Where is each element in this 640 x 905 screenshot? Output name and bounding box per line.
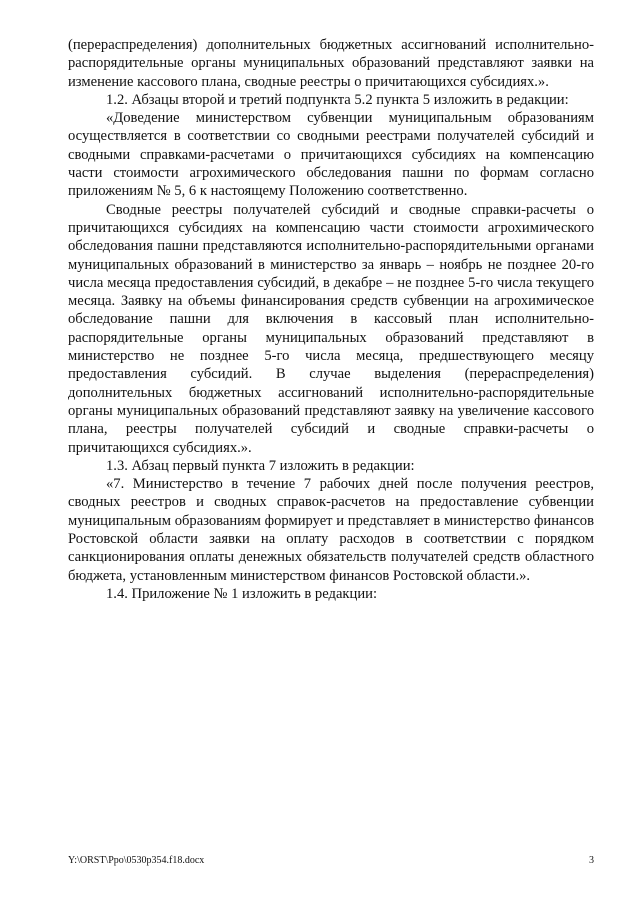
page-number: 3 [589,855,594,866]
paragraph-item-1-4: 1.4. Приложение № 1 изложить в редакции: [106,585,377,602]
paragraph-item-1-2: 1.2. Абзацы второй и третий подпункта 5.2 пункта 5 изложить в редакции: [106,91,569,108]
paragraph-item-1-3: 1.3. Абзац первый пункта 7 изложить в редакции: [106,457,415,474]
footer-file-path: Y:\ORST\Ppo\0530p354.f18.docx [68,855,205,866]
page-footer [68,854,594,868]
paragraph-summary-registers: Сводные реестры получателей субсидий и сводные справки-расчеты о причитающихся субсидиях на компенсацию части стоимости агрохимического обследования пашни представляются исполнительно-распорядительными органами муниципальных образований в министерство за январь – ноябрь не позднее 20-го числа месяца предоставления субсидий, в декабре – не позднее 5-го числа текущего месяца. Заявку на объемы финансирования средств субвенции на агрохимическое обследование пашни для включения в кассовый план исполнительно-распорядительные органы муниципальных образований представляют в министерство не позднее 5-го числа месяца, предшествующего месяцу предоставления субсидий. В случае выделения (перераспределения) дополнительных бюджетных ассигнований исполнительно-распорядительные органы муниципальных образований представляют заявку на увеличение кассового плана, реестры получателей субсидий и сводные справки-расчеты о причитающихся субсидиях.». [68,201,594,456]
paragraph-quote-ministry: «7. Министерство в течение 7 рабочих дней после получения реестров, сводных реестров и сводных справок-расчетов на предоставление субвенции муниципальным образованиям формирует и представляет в министерство финансов Ростовской области заявки на оплату расходов в соответствии с порядком санкционирования оплаты денежных обязательств получателей средств областного бюджета, установленным министерством финансов Ростовской области.». [68,476,594,584]
paragraph-quote-delivery: «Доведение министерством субвенции муниципальным образованиям осуществляется в соответствии со сводными реестрами получателей субсидий и сводными справками-расчетами о причитающихся субсидиях на компенсацию части стоимости агрохимического обследования пашни по формам согласно приложениям № 5, 6 к настоящему Положению соответственно. [68,110,594,200]
document-page [68,36,594,603]
paragraph-continuation: (перераспределения) дополнительных бюджетных ассигнований исполнительно-распорядительные органы муниципальных образований представляют заявки на изменение кассового плана, сводные реестры о причитающихся субсидиях.». [68,37,594,90]
